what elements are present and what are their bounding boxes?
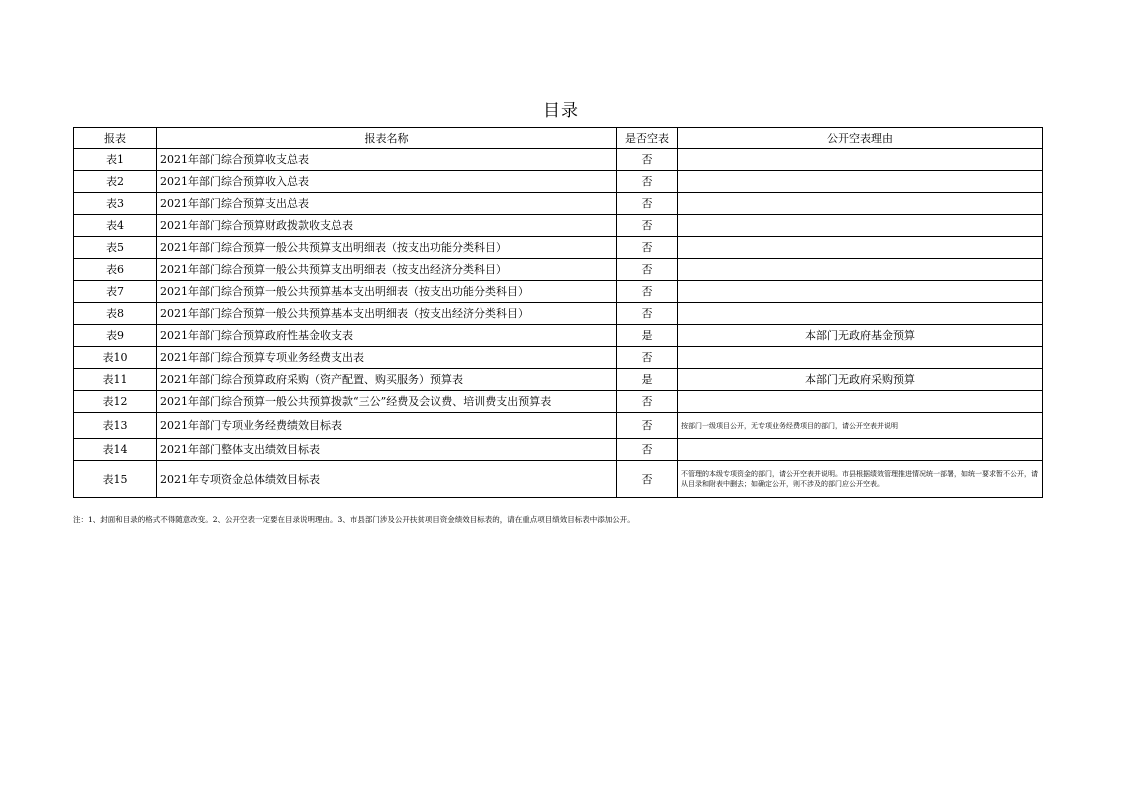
table-row	[74, 237, 1043, 259]
report-name: 2021年部门综合预算收入总表	[157, 171, 617, 193]
is-empty-value: 否	[617, 281, 678, 303]
table-row	[74, 461, 1043, 498]
is-empty-value: 否	[617, 347, 678, 369]
is-empty-value: 否	[617, 259, 678, 281]
table-row	[74, 303, 1043, 325]
table-header-row	[74, 128, 1043, 149]
report-number: 表11	[74, 369, 157, 391]
report-name: 2021年部门整体支出绩效目标表	[157, 439, 617, 461]
empty-reason	[678, 259, 1043, 281]
empty-reason	[678, 391, 1043, 413]
report-name: 2021年部门综合预算支出总表	[157, 193, 617, 215]
report-name: 2021年部门综合预算一般公共预算支出明细表（按支出经济分类科目）	[157, 259, 617, 281]
is-empty-value: 否	[617, 413, 678, 439]
report-name: 2021年部门专项业务经费绩效目标表	[157, 413, 617, 439]
header-report-name: 报表名称	[157, 128, 617, 149]
report-name: 2021年专项资金总体绩效目标表	[157, 461, 617, 498]
report-number: 表6	[74, 259, 157, 281]
empty-reason: 按部门一级项目公开，无专项业务经费项目的部门，请公开空表并说明	[678, 413, 1043, 439]
report-number: 表3	[74, 193, 157, 215]
empty-reason	[678, 149, 1043, 171]
table-row	[74, 171, 1043, 193]
empty-reason	[678, 439, 1043, 461]
report-number: 表12	[74, 391, 157, 413]
empty-reason: 本部门无政府采购预算	[678, 369, 1043, 391]
report-number: 表9	[74, 325, 157, 347]
is-empty-value: 否	[617, 215, 678, 237]
empty-reason: 不管理的本级专项资金的部门，请公开空表并说明。市县根据绩效管理推进情况统一部署，如统一要求暂不公开，请从目录和附表中删去；如确定公开，则不涉及的部门应公开空表。	[678, 461, 1043, 498]
empty-reason	[678, 193, 1043, 215]
report-name: 2021年部门综合预算一般公共预算拨款“三公”经费及会议费、培训费支出预算表	[157, 391, 617, 413]
is-empty-value: 否	[617, 193, 678, 215]
table-row	[74, 149, 1043, 171]
table-row	[74, 439, 1043, 461]
is-empty-value: 否	[617, 461, 678, 498]
table-row	[74, 281, 1043, 303]
report-number: 表10	[74, 347, 157, 369]
is-empty-value: 是	[617, 325, 678, 347]
empty-reason	[678, 237, 1043, 259]
header-report-no: 报表	[74, 128, 157, 149]
is-empty-value: 是	[617, 369, 678, 391]
report-number: 表7	[74, 281, 157, 303]
report-number: 表2	[74, 171, 157, 193]
header-reason: 公开空表理由	[678, 128, 1043, 149]
page-title: 目录	[543, 101, 579, 121]
report-number: 表14	[74, 439, 157, 461]
empty-reason	[678, 171, 1043, 193]
empty-reason	[678, 215, 1043, 237]
report-number: 表13	[74, 413, 157, 439]
table-row	[74, 193, 1043, 215]
report-number: 表4	[74, 215, 157, 237]
report-name: 2021年部门综合预算专项业务经费支出表	[157, 347, 617, 369]
table-row	[74, 215, 1043, 237]
table-row	[74, 413, 1043, 439]
is-empty-value: 否	[617, 171, 678, 193]
header-is-empty: 是否空表	[617, 128, 678, 149]
report-number: 表15	[74, 461, 157, 498]
table-row	[74, 347, 1043, 369]
table-body	[74, 149, 1043, 498]
contents-table	[73, 127, 1043, 498]
table-row	[74, 369, 1043, 391]
table-row	[74, 259, 1043, 281]
report-number: 表8	[74, 303, 157, 325]
empty-reason	[678, 347, 1043, 369]
table-row	[74, 325, 1043, 347]
report-name: 2021年部门综合预算一般公共预算基本支出明细表（按支出经济分类科目）	[157, 303, 617, 325]
empty-reason	[678, 281, 1043, 303]
report-name: 2021年部门综合预算政府性基金收支表	[157, 325, 617, 347]
is-empty-value: 否	[617, 391, 678, 413]
report-name: 2021年部门综合预算财政拨款收支总表	[157, 215, 617, 237]
is-empty-value: 否	[617, 303, 678, 325]
report-name: 2021年部门综合预算一般公共预算支出明细表（按支出功能分类科目）	[157, 237, 617, 259]
footnote: 注：1、封面和目录的格式不得随意改变。2、公开空表一定要在目录说明理由。3、市县部门涉及公开扶贫项目资金绩效目标表的，请在重点项目绩效目标表中添加公开。	[73, 515, 635, 524]
empty-reason	[678, 303, 1043, 325]
table-row	[74, 391, 1043, 413]
report-name: 2021年部门综合预算收支总表	[157, 149, 617, 171]
report-name: 2021年部门综合预算一般公共预算基本支出明细表（按支出功能分类科目）	[157, 281, 617, 303]
report-number: 表1	[74, 149, 157, 171]
is-empty-value: 否	[617, 439, 678, 461]
report-number: 表5	[74, 237, 157, 259]
empty-reason: 本部门无政府基金预算	[678, 325, 1043, 347]
is-empty-value: 否	[617, 149, 678, 171]
report-name: 2021年部门综合预算政府采购（资产配置、购买服务）预算表	[157, 369, 617, 391]
is-empty-value: 否	[617, 237, 678, 259]
